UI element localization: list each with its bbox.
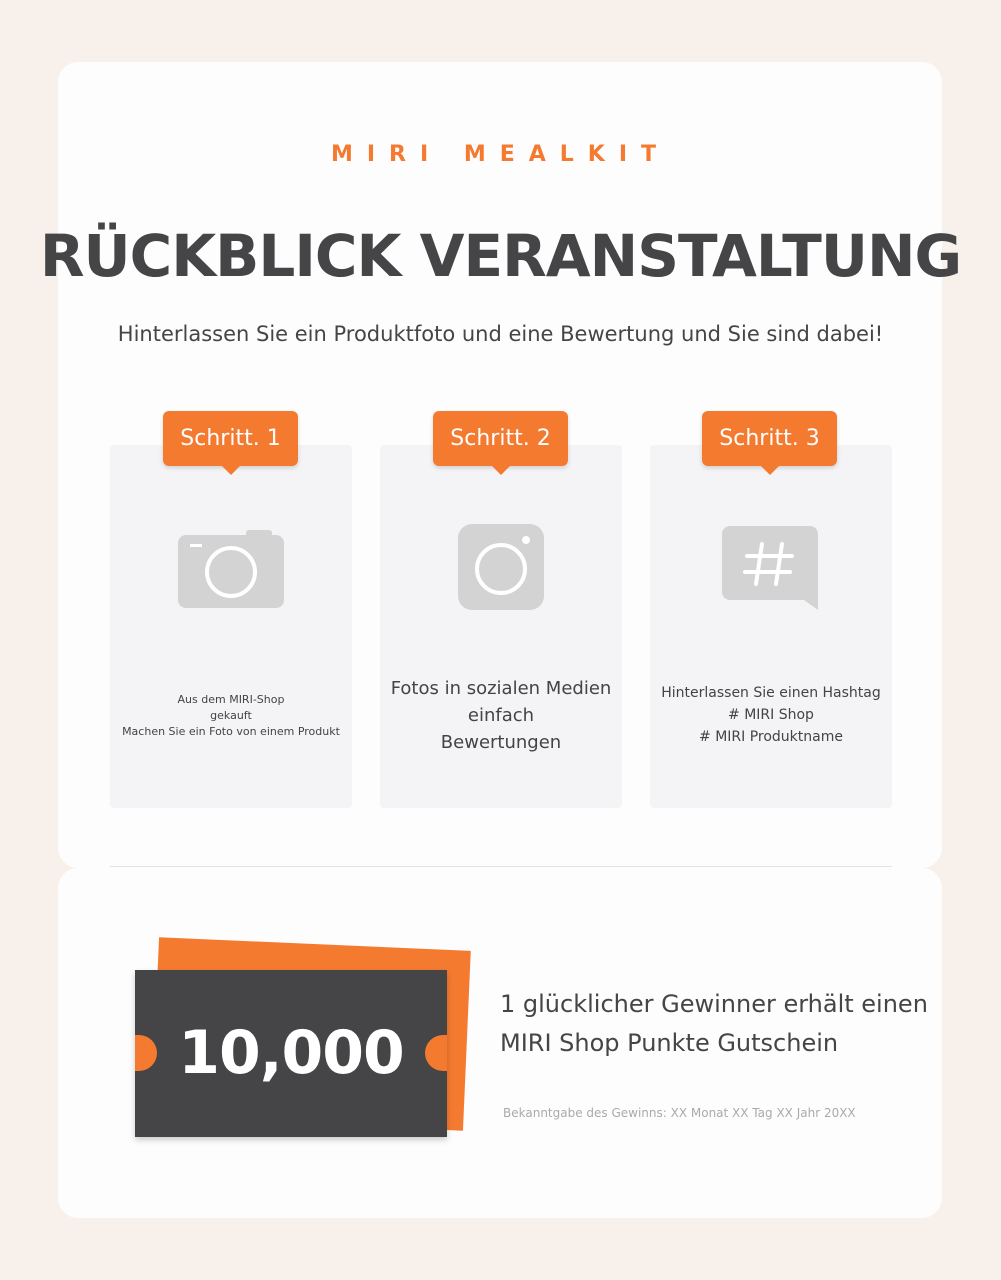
camera-icon xyxy=(178,530,284,610)
step-1-card xyxy=(110,445,352,808)
subtitle: Hinterlassen Sie ein Produktfoto und eine Bewertung und Sie sind dabei! xyxy=(117,322,884,346)
prize-text xyxy=(500,985,928,1063)
step-2-badge: Schritt. 2 xyxy=(433,411,568,466)
voucher-amount: 10,000 xyxy=(178,1018,404,1088)
step-3-badge: Schritt. 3 xyxy=(702,411,837,466)
instagram-icon xyxy=(458,524,544,610)
divider xyxy=(110,866,892,867)
step-3-line: # MIRI Produktname xyxy=(699,729,843,745)
step-2-line: Bewertungen xyxy=(440,732,562,753)
step-1-badge: Schritt. 1 xyxy=(163,411,298,466)
step-2-card xyxy=(380,445,622,808)
step-1-line: gekauft xyxy=(210,709,252,722)
prize-line-2: MIRI Shop Punkte Gutschein xyxy=(500,1029,839,1057)
step-3-line: # MIRI Shop xyxy=(728,707,814,723)
hashtag-bubble-icon xyxy=(722,526,818,610)
prize-line-1: 1 glücklicher Gewinner erhält einen xyxy=(500,990,928,1018)
step-1-line: Machen Sie ein Foto von einem Produkt xyxy=(122,725,340,738)
page-title: RÜCKBLICK VERANSTALTUNG xyxy=(39,222,962,290)
brand-name: MIRI MEALKIT xyxy=(330,142,671,167)
step-2-line: Fotos in sozialen Medien xyxy=(390,678,612,699)
announcement-date: Bekanntgabe des Gewinns: XX Monat XX Tag XX Jahr 20XX xyxy=(503,1106,856,1120)
step-3-line: Hinterlassen Sie einen Hashtag xyxy=(661,685,881,701)
step-1-line: Aus dem MIRI-Shop xyxy=(177,693,285,706)
step-2-line: einfach xyxy=(467,705,535,726)
step-3-card xyxy=(650,445,892,808)
